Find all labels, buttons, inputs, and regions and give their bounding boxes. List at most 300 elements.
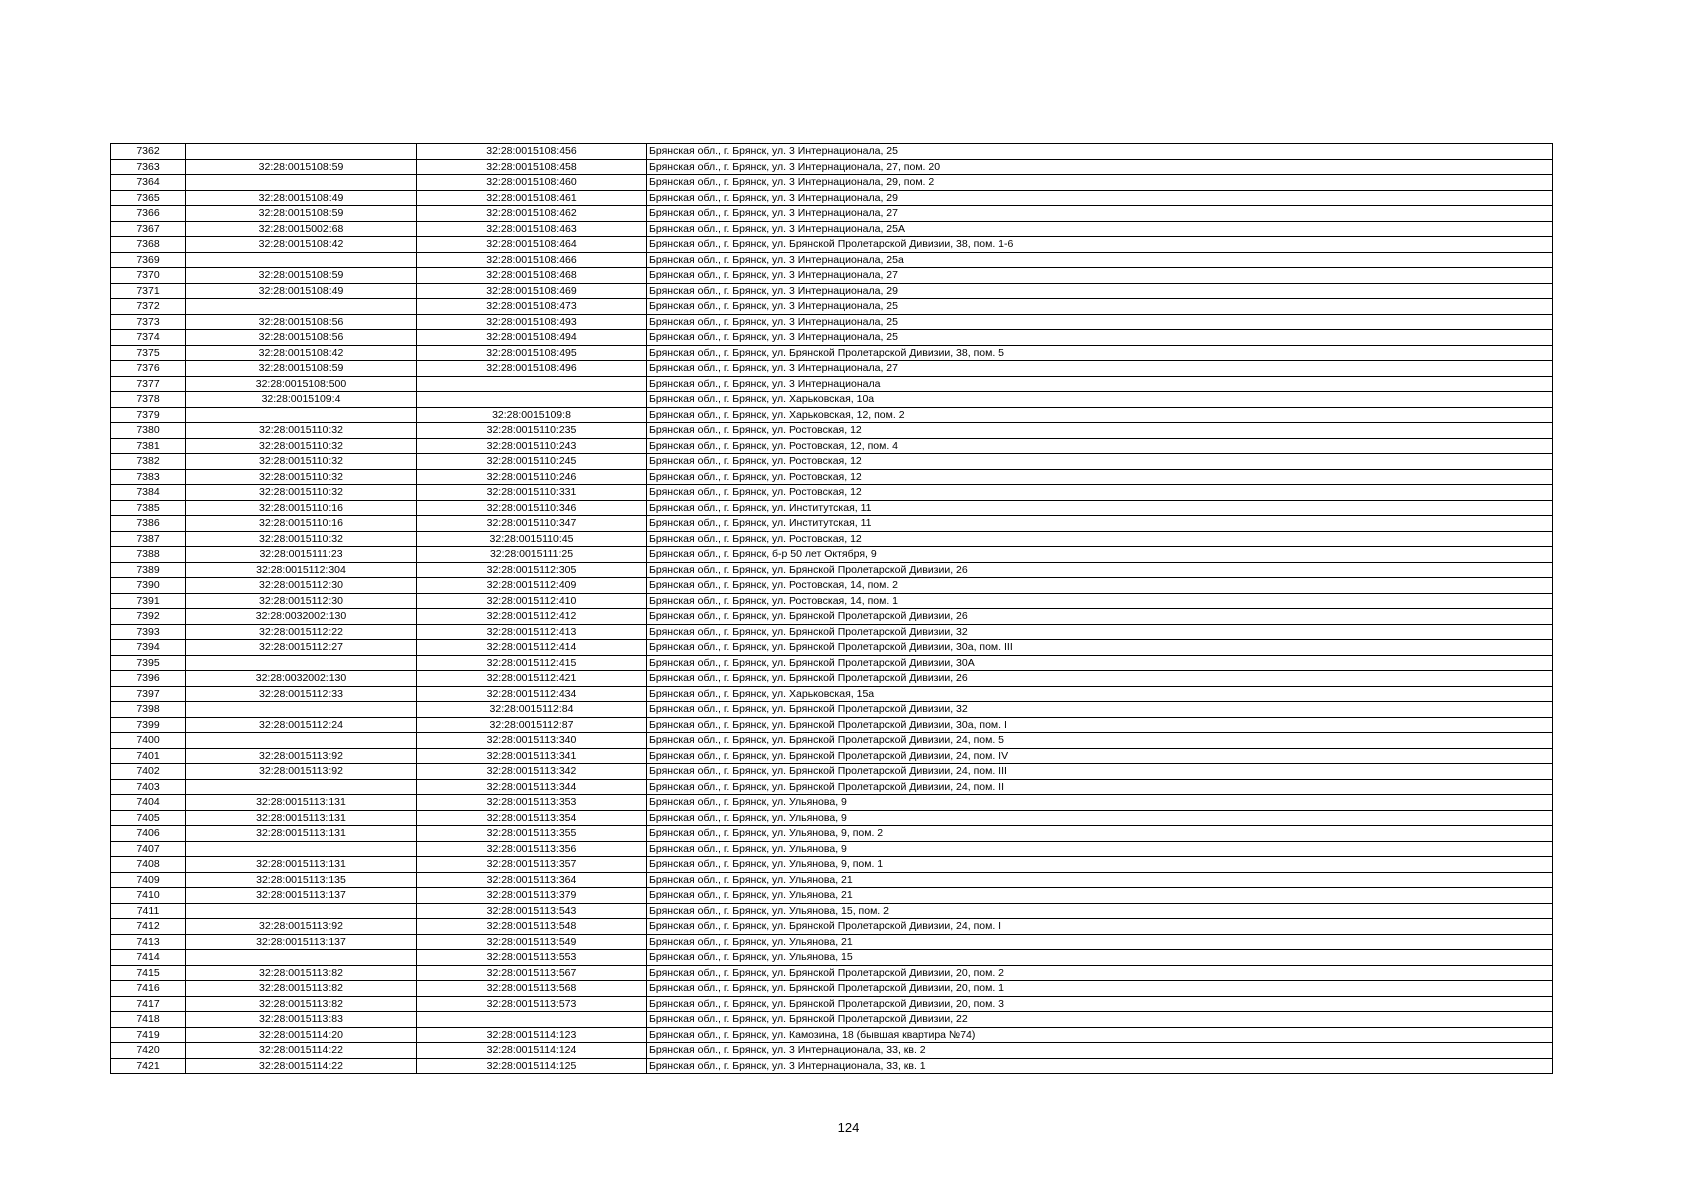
address-cell: Брянская обл., г. Брянск, ул. Брянской Пролетарской Дивизии, 22: [647, 1012, 1553, 1028]
table-row: [111, 810, 1553, 826]
cadastral-number-cell: 32:28:0015109:8: [417, 407, 647, 423]
address-cell: Брянская обл., г. Брянск, ул. Ульянова, 15: [647, 950, 1553, 966]
address-cell: Брянская обл., г. Брянск, ул. Брянской Пролетарской Дивизии, 24, пом. I: [647, 919, 1553, 935]
cadastral-number-cell: 32:28:0015108:466: [417, 252, 647, 268]
parent-cadastral-cell: [186, 655, 417, 671]
address-cell: Брянская обл., г. Брянск, ул. Харьковская, 12, пом. 2: [647, 407, 1553, 423]
row-number-cell: 7375: [111, 345, 186, 361]
parent-cadastral-cell: 32:28:0015110:32: [186, 469, 417, 485]
row-number-cell: 7377: [111, 376, 186, 392]
parent-cadastral-cell: [186, 950, 417, 966]
parent-cadastral-cell: [186, 903, 417, 919]
table-row: [111, 593, 1553, 609]
table-row: [111, 950, 1553, 966]
row-number-cell: 7418: [111, 1012, 186, 1028]
address-cell: Брянская обл., г. Брянск, ул. Ульянова, 21: [647, 872, 1553, 888]
parent-cadastral-cell: 32:28:0015113:131: [186, 826, 417, 842]
cadastral-number-cell: 32:28:0015113:344: [417, 779, 647, 795]
parent-cadastral-cell: [186, 252, 417, 268]
cadastral-number-cell: 32:28:0015108:463: [417, 221, 647, 237]
address-cell: Брянская обл., г. Брянск, ул. 3 Интернационала, 29: [647, 283, 1553, 299]
table-row: [111, 686, 1553, 702]
cadastral-number-cell: 32:28:0015108:460: [417, 175, 647, 191]
table-row: [111, 500, 1553, 516]
cadastral-number-cell: 32:28:0015113:356: [417, 841, 647, 857]
address-cell: Брянская обл., г. Брянск, ул. 3 Интернационала, 29: [647, 190, 1553, 206]
cadastral-number-cell: 32:28:0015114:124: [417, 1043, 647, 1059]
row-number-cell: 7397: [111, 686, 186, 702]
page-number: 124: [837, 1120, 860, 1135]
address-cell: Брянская обл., г. Брянск, ул. Брянской Пролетарской Дивизии, 32: [647, 624, 1553, 640]
address-cell: Брянская обл., г. Брянск, ул. 3 Интернационала, 27, пом. 20: [647, 159, 1553, 175]
cadastral-number-cell: 32:28:0015112:412: [417, 609, 647, 625]
row-number-cell: 7386: [111, 516, 186, 532]
parent-cadastral-cell: 32:28:0015113:131: [186, 810, 417, 826]
parent-cadastral-cell: 32:28:0015114:22: [186, 1043, 417, 1059]
table-row: [111, 376, 1553, 392]
cadastral-number-cell: 32:28:0015108:493: [417, 314, 647, 330]
parent-cadastral-cell: 32:28:0015111:23: [186, 547, 417, 563]
cadastral-number-cell: 32:28:0015110:245: [417, 454, 647, 470]
table-row: [111, 314, 1553, 330]
row-number-cell: 7365: [111, 190, 186, 206]
table-row: [111, 454, 1553, 470]
address-cell: Брянская обл., г. Брянск, ул. 3 Интернационала, 27: [647, 206, 1553, 222]
row-number-cell: 7417: [111, 996, 186, 1012]
cadastral-number-cell: 32:28:0015113:548: [417, 919, 647, 935]
parent-cadastral-cell: 32:28:0015108:42: [186, 345, 417, 361]
row-number-cell: 7414: [111, 950, 186, 966]
table-row: [111, 423, 1553, 439]
cadastral-number-cell: 32:28:0015113:355: [417, 826, 647, 842]
address-cell: Брянская обл., г. Брянск, ул. 3 Интернационала, 27: [647, 361, 1553, 377]
parent-cadastral-cell: 32:28:0015112:33: [186, 686, 417, 702]
address-cell: Брянская обл., г. Брянск, ул. Брянской Пролетарской Дивизии, 26: [647, 671, 1553, 687]
address-cell: Брянская обл., г. Брянск, ул. Ростовская, 12: [647, 423, 1553, 439]
address-cell: Брянская обл., г. Брянск, ул. Брянской Пролетарской Дивизии, 38, пом. 5: [647, 345, 1553, 361]
address-cell: Брянская обл., г. Брянск, ул. Брянской Пролетарской Дивизии, 20, пом. 3: [647, 996, 1553, 1012]
address-cell: Брянская обл., г. Брянск, ул. 3 Интернационала: [647, 376, 1553, 392]
table-row: [111, 733, 1553, 749]
parent-cadastral-cell: 32:28:0015113:82: [186, 965, 417, 981]
parent-cadastral-cell: 32:28:0015110:32: [186, 531, 417, 547]
table-row: [111, 578, 1553, 594]
table-row: [111, 144, 1553, 160]
cadastral-number-cell: 32:28:0015112:305: [417, 562, 647, 578]
row-number-cell: 7392: [111, 609, 186, 625]
row-number-cell: 7376: [111, 361, 186, 377]
row-number-cell: 7403: [111, 779, 186, 795]
row-number-cell: 7388: [111, 547, 186, 563]
registry-sheet: [110, 143, 1553, 1074]
cadastral-number-cell: 32:28:0015113:567: [417, 965, 647, 981]
cadastral-number-cell: 32:28:0015112:415: [417, 655, 647, 671]
row-number-cell: 7419: [111, 1027, 186, 1043]
cadastral-number-cell: 32:28:0015112:410: [417, 593, 647, 609]
cadastral-number-cell: 32:28:0015113:568: [417, 981, 647, 997]
address-cell: Брянская обл., г. Брянск, ул. Институтская, 11: [647, 500, 1553, 516]
table-row: [111, 1043, 1553, 1059]
parent-cadastral-cell: 32:28:0015108:49: [186, 283, 417, 299]
cadastral-number-cell: [417, 1012, 647, 1028]
row-number-cell: 7393: [111, 624, 186, 640]
parent-cadastral-cell: [186, 841, 417, 857]
parent-cadastral-cell: 32:28:0015110:32: [186, 423, 417, 439]
cadastral-number-cell: 32:28:0015113:342: [417, 764, 647, 780]
table-row: [111, 237, 1553, 253]
parent-cadastral-cell: 32:28:0015110:32: [186, 454, 417, 470]
parent-cadastral-cell: 32:28:0032002:130: [186, 609, 417, 625]
address-cell: Брянская обл., г. Брянск, ул. 3 Интернационала, 25а: [647, 252, 1553, 268]
address-cell: Брянская обл., г. Брянск, ул. Брянской Пролетарской Дивизии, 26: [647, 562, 1553, 578]
parent-cadastral-cell: 32:28:0015108:49: [186, 190, 417, 206]
parent-cadastral-cell: [186, 779, 417, 795]
address-cell: Брянская обл., г. Брянск, ул. Ульянова, 21: [647, 888, 1553, 904]
row-number-cell: 7395: [111, 655, 186, 671]
address-cell: Брянская обл., г. Брянск, ул. Брянской Пролетарской Дивизии, 24, пом. 5: [647, 733, 1553, 749]
row-number-cell: 7378: [111, 392, 186, 408]
parent-cadastral-cell: 32:28:0015110:16: [186, 516, 417, 532]
parent-cadastral-cell: 32:28:0015110:16: [186, 500, 417, 516]
row-number-cell: 7412: [111, 919, 186, 935]
address-cell: Брянская обл., г. Брянск, ул. Ульянова, 9, пом. 2: [647, 826, 1553, 842]
parent-cadastral-cell: 32:28:0015113:83: [186, 1012, 417, 1028]
cadastral-number-cell: 32:28:0015108:494: [417, 330, 647, 346]
row-number-cell: 7387: [111, 531, 186, 547]
parent-cadastral-cell: 32:28:0015108:42: [186, 237, 417, 253]
parent-cadastral-cell: 32:28:0015108:56: [186, 330, 417, 346]
address-cell: Брянская обл., г. Брянск, ул. Ростовская, 14, пом. 1: [647, 593, 1553, 609]
address-cell: Брянская обл., г. Брянск, ул. 3 Интернационала, 29, пом. 2: [647, 175, 1553, 191]
row-number-cell: 7407: [111, 841, 186, 857]
cadastral-number-cell: 32:28:0015108:462: [417, 206, 647, 222]
cadastral-number-cell: 32:28:0015112:84: [417, 702, 647, 718]
table-row: [111, 965, 1553, 981]
parent-cadastral-cell: [186, 702, 417, 718]
cadastral-number-cell: 32:28:0015113:354: [417, 810, 647, 826]
cadastral-number-cell: 32:28:0015110:235: [417, 423, 647, 439]
row-number-cell: 7421: [111, 1058, 186, 1074]
table-row: [111, 175, 1553, 191]
cadastral-number-cell: 32:28:0015113:364: [417, 872, 647, 888]
row-number-cell: 7402: [111, 764, 186, 780]
table-row: [111, 1058, 1553, 1074]
table-row: [111, 872, 1553, 888]
cadastral-number-cell: 32:28:0015113:549: [417, 934, 647, 950]
row-number-cell: 7367: [111, 221, 186, 237]
cadastral-number-cell: 32:28:0015113:379: [417, 888, 647, 904]
address-cell: Брянская обл., г. Брянск, ул. Брянской Пролетарской Дивизии, 24, пом. II: [647, 779, 1553, 795]
row-number-cell: 7400: [111, 733, 186, 749]
table-row: [111, 516, 1553, 532]
table-row: [111, 826, 1553, 842]
parent-cadastral-cell: [186, 144, 417, 160]
table-row: [111, 345, 1553, 361]
table-row: [111, 702, 1553, 718]
table-row: [111, 779, 1553, 795]
parent-cadastral-cell: 32:28:0015113:92: [186, 748, 417, 764]
cadastral-number-cell: 32:28:0015108:464: [417, 237, 647, 253]
table-row: [111, 640, 1553, 656]
cadastral-number-cell: 32:28:0015108:495: [417, 345, 647, 361]
cadastral-number-cell: 32:28:0015111:25: [417, 547, 647, 563]
address-cell: Брянская обл., г. Брянск, ул. Ульянова, 9: [647, 841, 1553, 857]
address-cell: Брянская обл., г. Брянск, ул. Брянской Пролетарской Дивизии, 20, пом. 2: [647, 965, 1553, 981]
parent-cadastral-cell: 32:28:0032002:130: [186, 671, 417, 687]
row-number-cell: 7362: [111, 144, 186, 160]
address-cell: Брянская обл., г. Брянск, ул. Камозина, 18 (бывшая квартира №74): [647, 1027, 1553, 1043]
parent-cadastral-cell: 32:28:0015109:4: [186, 392, 417, 408]
row-number-cell: 7396: [111, 671, 186, 687]
row-number-cell: 7399: [111, 717, 186, 733]
table-row: [111, 717, 1553, 733]
cadastral-number-cell: 32:28:0015108:458: [417, 159, 647, 175]
parent-cadastral-cell: [186, 733, 417, 749]
row-number-cell: 7401: [111, 748, 186, 764]
table-row: [111, 438, 1553, 454]
parent-cadastral-cell: 32:28:0015110:32: [186, 485, 417, 501]
cadastral-number-cell: 32:28:0015113:340: [417, 733, 647, 749]
row-number-cell: 7382: [111, 454, 186, 470]
table-row: [111, 903, 1553, 919]
cadastral-number-cell: 32:28:0015110:243: [417, 438, 647, 454]
table-row: [111, 159, 1553, 175]
table-row: [111, 1027, 1553, 1043]
row-number-cell: 7416: [111, 981, 186, 997]
address-cell: Брянская обл., г. Брянск, ул. 3 Интернационала, 25: [647, 330, 1553, 346]
cadastral-number-cell: 32:28:0015112:434: [417, 686, 647, 702]
cadastral-number-cell: 32:28:0015113:553: [417, 950, 647, 966]
address-cell: Брянская обл., г. Брянск, ул. 3 Интернационала, 27: [647, 268, 1553, 284]
table-row: [111, 392, 1553, 408]
address-cell: Брянская обл., г. Брянск, ул. Брянской Пролетарской Дивизии, 38, пом. 1-6: [647, 237, 1553, 253]
address-cell: Брянская обл., г. Брянск, ул. Ульянова, 9: [647, 810, 1553, 826]
address-cell: Брянская обл., г. Брянск, ул. Брянской Пролетарской Дивизии, 24, пом. IV: [647, 748, 1553, 764]
address-cell: Брянская обл., г. Брянск, ул. Брянской Пролетарской Дивизии, 30А: [647, 655, 1553, 671]
row-number-cell: 7380: [111, 423, 186, 439]
address-cell: Брянская обл., г. Брянск, ул. Ростовская, 14, пом. 2: [647, 578, 1553, 594]
table-row: [111, 206, 1553, 222]
row-number-cell: 7371: [111, 283, 186, 299]
cadastral-number-cell: 32:28:0015110:346: [417, 500, 647, 516]
address-cell: Брянская обл., г. Брянск, ул. Ростовская, 12: [647, 469, 1553, 485]
row-number-cell: 7369: [111, 252, 186, 268]
table-row: [111, 361, 1553, 377]
row-number-cell: 7404: [111, 795, 186, 811]
cadastral-number-cell: 32:28:0015108:469: [417, 283, 647, 299]
row-number-cell: 7408: [111, 857, 186, 873]
table-row: [111, 981, 1553, 997]
address-cell: Брянская обл., г. Брянск, ул. Ульянова, 9, пом. 1: [647, 857, 1553, 873]
row-number-cell: 7409: [111, 872, 186, 888]
row-number-cell: 7384: [111, 485, 186, 501]
table-row: [111, 190, 1553, 206]
parent-cadastral-cell: 32:28:0015108:59: [186, 206, 417, 222]
parent-cadastral-cell: 32:28:0015112:22: [186, 624, 417, 640]
parent-cadastral-cell: 32:28:0015110:32: [186, 438, 417, 454]
row-number-cell: 7415: [111, 965, 186, 981]
table-row: [111, 221, 1553, 237]
row-number-cell: 7391: [111, 593, 186, 609]
address-cell: Брянская обл., г. Брянск, ул. 3 Интернационала, 25: [647, 314, 1553, 330]
table-row: [111, 841, 1553, 857]
parent-cadastral-cell: 32:28:0015112:30: [186, 593, 417, 609]
parent-cadastral-cell: 32:28:0015114:20: [186, 1027, 417, 1043]
table-row: [111, 671, 1553, 687]
cadastral-number-cell: 32:28:0015110:347: [417, 516, 647, 532]
table-row: [111, 795, 1553, 811]
table-row: [111, 330, 1553, 346]
cadastral-number-cell: [417, 376, 647, 392]
row-number-cell: 7394: [111, 640, 186, 656]
cadastral-number-cell: [417, 392, 647, 408]
parent-cadastral-cell: 32:28:0015108:59: [186, 361, 417, 377]
cadastral-number-cell: 32:28:0015112:414: [417, 640, 647, 656]
address-cell: Брянская обл., г. Брянск, ул. Институтская, 11: [647, 516, 1553, 532]
table-row: [111, 469, 1553, 485]
row-number-cell: 7374: [111, 330, 186, 346]
parent-cadastral-cell: 32:28:0015113:92: [186, 919, 417, 935]
row-number-cell: 7413: [111, 934, 186, 950]
table-row: [111, 283, 1553, 299]
parent-cadastral-cell: 32:28:0015113:82: [186, 981, 417, 997]
cadastral-number-cell: 32:28:0015113:357: [417, 857, 647, 873]
address-cell: Брянская обл., г. Брянск, ул. Ростовская, 12: [647, 531, 1553, 547]
row-number-cell: 7411: [111, 903, 186, 919]
table-row: [111, 624, 1553, 640]
address-cell: Брянская обл., г. Брянск, ул. Ульянова, 15, пом. 2: [647, 903, 1553, 919]
row-number-cell: 7420: [111, 1043, 186, 1059]
registry-table: [110, 143, 1553, 1074]
table-row: [111, 299, 1553, 315]
address-cell: Брянская обл., г. Брянск, ул. Брянской Пролетарской Дивизии, 32: [647, 702, 1553, 718]
row-number-cell: 7364: [111, 175, 186, 191]
parent-cadastral-cell: 32:28:0015108:59: [186, 268, 417, 284]
address-cell: Брянская обл., г. Брянск, ул. 3 Интернационала, 25А: [647, 221, 1553, 237]
parent-cadastral-cell: 32:28:0015112:304: [186, 562, 417, 578]
cadastral-number-cell: 32:28:0015112:421: [417, 671, 647, 687]
address-cell: Брянская обл., г. Брянск, ул. Брянской Пролетарской Дивизии, 24, пом. III: [647, 764, 1553, 780]
table-row: [111, 934, 1553, 950]
row-number-cell: 7385: [111, 500, 186, 516]
row-number-cell: 7372: [111, 299, 186, 315]
parent-cadastral-cell: 32:28:0015113:137: [186, 888, 417, 904]
table-row: [111, 407, 1553, 423]
address-cell: Брянская обл., г. Брянск, ул. Брянской Пролетарской Дивизии, 30а, пом. III: [647, 640, 1553, 656]
parent-cadastral-cell: 32:28:0015114:22: [186, 1058, 417, 1074]
parent-cadastral-cell: 32:28:0015108:56: [186, 314, 417, 330]
row-number-cell: 7410: [111, 888, 186, 904]
table-row: [111, 919, 1553, 935]
address-cell: Брянская обл., г. Брянск, ул. Брянской Пролетарской Дивизии, 26: [647, 609, 1553, 625]
cadastral-number-cell: 32:28:0015108:496: [417, 361, 647, 377]
table-row: [111, 1012, 1553, 1028]
table-row: [111, 252, 1553, 268]
row-number-cell: 7370: [111, 268, 186, 284]
cadastral-number-cell: 32:28:0015112:409: [417, 578, 647, 594]
address-cell: Брянская обл., г. Брянск, ул. Брянской Пролетарской Дивизии, 20, пом. 1: [647, 981, 1553, 997]
cadastral-number-cell: 32:28:0015113:353: [417, 795, 647, 811]
row-number-cell: 7383: [111, 469, 186, 485]
cadastral-number-cell: 32:28:0015114:123: [417, 1027, 647, 1043]
parent-cadastral-cell: [186, 407, 417, 423]
address-cell: Брянская обл., г. Брянск, ул. 3 Интернационала, 33, кв. 1: [647, 1058, 1553, 1074]
table-row: [111, 547, 1553, 563]
table-row: [111, 764, 1553, 780]
parent-cadastral-cell: 32:28:0015113:137: [186, 934, 417, 950]
parent-cadastral-cell: 32:28:0015113:92: [186, 764, 417, 780]
table-row: [111, 748, 1553, 764]
row-number-cell: 7366: [111, 206, 186, 222]
row-number-cell: 7363: [111, 159, 186, 175]
parent-cadastral-cell: 32:28:0015112:24: [186, 717, 417, 733]
address-cell: Брянская обл., г. Брянск, ул. 3 Интернационала, 33, кв. 2: [647, 1043, 1553, 1059]
cadastral-number-cell: 32:28:0015110:246: [417, 469, 647, 485]
parent-cadastral-cell: [186, 175, 417, 191]
row-number-cell: 7389: [111, 562, 186, 578]
row-number-cell: 7379: [111, 407, 186, 423]
address-cell: Брянская обл., г. Брянск, ул. Ростовская, 12: [647, 485, 1553, 501]
row-number-cell: 7390: [111, 578, 186, 594]
parent-cadastral-cell: 32:28:0015113:82: [186, 996, 417, 1012]
cadastral-number-cell: 32:28:0015112:413: [417, 624, 647, 640]
address-cell: Брянская обл., г. Брянск, ул. Ульянова, 21: [647, 934, 1553, 950]
address-cell: Брянская обл., г. Брянск, б-р 50 лет Октября, 9: [647, 547, 1553, 563]
address-cell: Брянская обл., г. Брянск, ул. 3 Интернационала, 25: [647, 144, 1553, 160]
address-cell: Брянская обл., г. Брянск, ул. Ростовская, 12: [647, 454, 1553, 470]
address-cell: Брянская обл., г. Брянск, ул. Ростовская, 12, пом. 4: [647, 438, 1553, 454]
parent-cadastral-cell: [186, 299, 417, 315]
row-number-cell: 7398: [111, 702, 186, 718]
cadastral-number-cell: 32:28:0015113:573: [417, 996, 647, 1012]
row-number-cell: 7368: [111, 237, 186, 253]
registry-table-body: [111, 144, 1553, 1074]
cadastral-number-cell: 32:28:0015113:341: [417, 748, 647, 764]
table-row: [111, 857, 1553, 873]
cadastral-number-cell: 32:28:0015108:456: [417, 144, 647, 160]
row-number-cell: 7406: [111, 826, 186, 842]
table-row: [111, 268, 1553, 284]
table-row: [111, 655, 1553, 671]
address-cell: Брянская обл., г. Брянск, ул. Харьковская, 10а: [647, 392, 1553, 408]
parent-cadastral-cell: 32:28:0015112:27: [186, 640, 417, 656]
row-number-cell: 7373: [111, 314, 186, 330]
cadastral-number-cell: 32:28:0015110:331: [417, 485, 647, 501]
parent-cadastral-cell: 32:28:0015113:131: [186, 795, 417, 811]
address-cell: Брянская обл., г. Брянск, ул. Харьковская, 15а: [647, 686, 1553, 702]
parent-cadastral-cell: 32:28:0015112:30: [186, 578, 417, 594]
parent-cadastral-cell: 32:28:0015108:500: [186, 376, 417, 392]
row-number-cell: 7405: [111, 810, 186, 826]
parent-cadastral-cell: 32:28:0015113:135: [186, 872, 417, 888]
parent-cadastral-cell: 32:28:0015002:68: [186, 221, 417, 237]
cadastral-number-cell: 32:28:0015114:125: [417, 1058, 647, 1074]
address-cell: Брянская обл., г. Брянск, ул. Брянской Пролетарской Дивизии, 30а, пом. I: [647, 717, 1553, 733]
table-row: [111, 888, 1553, 904]
cadastral-number-cell: 32:28:0015108:461: [417, 190, 647, 206]
parent-cadastral-cell: 32:28:0015108:59: [186, 159, 417, 175]
cadastral-number-cell: 32:28:0015108:473: [417, 299, 647, 315]
row-number-cell: 7381: [111, 438, 186, 454]
table-row: [111, 609, 1553, 625]
parent-cadastral-cell: 32:28:0015113:131: [186, 857, 417, 873]
cadastral-number-cell: 32:28:0015108:468: [417, 268, 647, 284]
address-cell: Брянская обл., г. Брянск, ул. 3 Интернационала, 25: [647, 299, 1553, 315]
table-row: [111, 531, 1553, 547]
cadastral-number-cell: 32:28:0015112:87: [417, 717, 647, 733]
address-cell: Брянская обл., г. Брянск, ул. Ульянова, 9: [647, 795, 1553, 811]
cadastral-number-cell: 32:28:0015110:45: [417, 531, 647, 547]
